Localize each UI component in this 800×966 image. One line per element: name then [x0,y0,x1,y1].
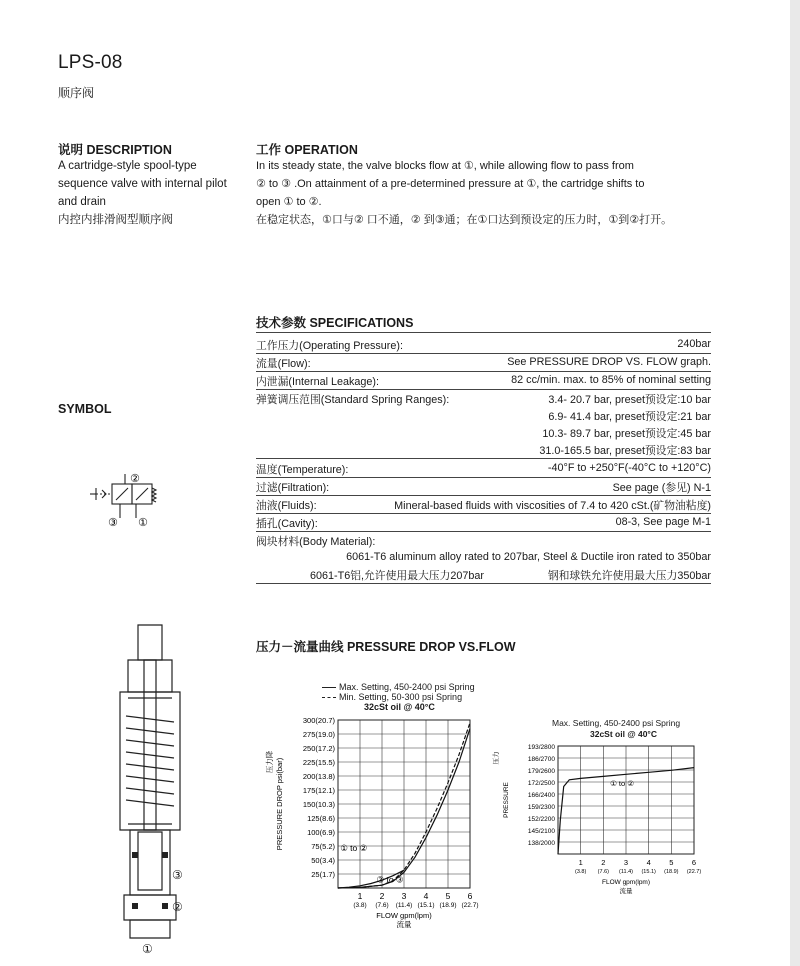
y-tick-label: 75(5.2) [311,842,335,851]
spec-row-spring-3 [256,424,711,441]
y-tick-label: 193/2800 [527,744,555,751]
description-line: A cartridge-style spool-type [58,160,197,172]
section-port-2-label: ② [172,900,183,914]
y-tick-label: 125(8.6) [307,814,335,823]
seal-section [124,895,176,920]
symbol-port-1: ① [138,517,148,529]
y-tick-label: 172/2500 [527,780,555,787]
x-tick-label: 6 [467,891,473,901]
port-3-hole [132,852,138,858]
spec-value: 31.0-165.5 bar, preset预设定:83 bar [539,445,711,457]
x-tick-lpm-label: (3.8) [353,902,367,909]
cartridge-section-drawing [100,620,200,960]
model-title: LPS-08 [58,52,123,73]
y-tick-label: 145/2100 [527,828,555,835]
graph-heading: 压力－流量曲线 PRESSURE DROP VS.FLOW [256,640,516,654]
port-2-hole-right [162,903,168,909]
pressure-chart-2 [490,740,710,895]
symbol-spring [152,488,156,502]
y-tick-label: 25(1.7) [311,870,335,879]
port-2-hole [132,903,138,909]
description-line: and drain [58,196,106,208]
description-heading: 说明 DESCRIPTION [58,143,172,157]
x-tick-lpm-label: (11.4) [395,902,413,909]
spec-value: 82 cc/min. max. to 85% of nominal setting [511,374,711,386]
spec-label: 温度(Temperature): [256,464,349,476]
lock-nut [128,660,172,692]
y-tick-label: 250(17.2) [302,744,335,753]
spec-label: 弹簧调压范围(Standard Spring Ranges): [256,394,450,406]
y-tick-label: 275(19.0) [302,730,335,739]
symbol-port-2: ② [130,473,140,485]
adjust-stem [138,625,162,660]
description-line: sequence valve with internal pilot [58,178,227,190]
legend-dashed-swatch [322,697,336,698]
chart2-legend: Max. Setting, 450-2400 psi Spring [552,718,681,728]
spec-row-body-3 [256,566,711,584]
flow-path-annotation: ① to ② [340,843,368,854]
spec-value: 6061-T6 aluminum alloy rated to 207bar, Steel & Ductile iron rated to 350bar [346,551,711,563]
x-tick-label: 6 [691,858,697,867]
spec-label: 油液(Fluids): [256,500,317,512]
spec-row-spring [256,390,711,407]
x-tick-label: 5 [669,858,674,867]
spec-value: -40°F to +250°F(-40°C to +120°C) [547,462,711,474]
x-tick-lpm-label: (22.7) [686,869,702,875]
pilot-rod [144,660,156,830]
x-tick-label: 1 [578,858,583,867]
spec-row-filtration [256,478,711,496]
x-tick-label: 3 [401,891,407,901]
operation-line: open ① to ②. [256,196,322,208]
x-tick-label: 4 [423,891,429,901]
spec-label: 工作压力(Operating Pressure): [256,340,403,352]
spec-value: 3.4- 20.7 bar, preset预设定:10 bar [548,394,711,406]
cartridge-body [130,830,170,895]
operation-line: In its steady state, the valve blocks flow at ①, while allowing flow to pass from [256,160,634,172]
symbol-port-3: ③ [108,517,118,529]
x-tick-lpm-label: (11.4) [619,869,633,875]
spec-label: 流量(Flow): [256,358,311,370]
spec-value: See page (参见) N-1 [612,482,711,494]
x-tick-lpm-label: (3.8) [575,869,587,875]
x-tick-label: 5 [445,891,451,901]
operation-heading: 工作 OPERATION [256,143,358,157]
legend-label: Max. Setting, 450-2400 psi Spring [339,682,475,692]
x-tick-label: 1 [357,891,363,901]
spec-row-body-2 [256,549,711,566]
operation-line: 在稳定状态，①口与② 口不通，② 到③通；在①口达到预设定的压力时，①到②打开。 [256,214,673,226]
spec-value: 240bar [677,338,711,350]
symbol-arrow-right [136,488,148,500]
x-tick-lpm-label: (18.9) [439,902,457,909]
x-tick-label: 3 [623,858,629,867]
y-tick-label: 138/2000 [527,840,555,847]
symbol-arrow-left [116,488,128,500]
y-tick-label: 179/2600 [527,768,555,775]
y-axis-label-cn: 压力降 [265,750,274,774]
spec-value: 08-3, See page M-1 [615,516,711,528]
x-axis-label: FLOW gpm(lpm) [376,911,432,920]
y-axis-label: PRESSURE DROP psi(bar) [275,757,284,851]
chart1-title: 32cSt oil @ 40°C [364,702,435,712]
y-tick-label: 175(12.1) [302,786,335,795]
y-axis-label-cn: 压力 [493,751,500,765]
flow-path-annotation: ① to ② [610,778,635,788]
legend-item-max [322,682,502,692]
x-tick-label: 4 [646,858,651,867]
nose [130,920,170,938]
spec-label: 内泄漏(Internal Leakage): [256,376,380,388]
x-tick-label: 2 [379,891,385,901]
y-tick-label: 166/2400 [527,792,555,799]
section-port-3-label: ③ [172,868,183,882]
y-tick-label: 100(6.9) [307,828,335,837]
spec-row-spring-2 [256,407,711,424]
symbol-heading: SYMBOL [58,402,112,416]
spec-value: 10.3- 89.7 bar, preset预设定:45 bar [542,428,711,440]
x-tick-lpm-label: (22.7) [461,902,479,909]
port-3-hole-right [162,852,168,858]
x-tick-label: 2 [601,858,606,867]
spec-label: 插孔(Cavity): [256,518,318,530]
y-tick-label: 159/2300 [527,804,555,811]
spec-row-operating-pressure [256,336,711,354]
spec-row-leakage [256,372,711,390]
spec-value: 6061-T6铝,允许使用最大压力207bar [310,570,485,582]
spool [138,832,162,890]
page-edge-strip [790,0,800,966]
spec-row-temperature [256,460,711,478]
y-tick-label: 225(15.5) [302,758,335,767]
spec-value: 6.9- 41.4 bar, preset预设定:21 bar [548,411,711,423]
specifications-heading: 技术参数 SPECIFICATIONS [256,316,414,330]
spring-housing [120,692,180,830]
x-axis-label-cn: 流量 [619,888,633,895]
legend-item-min [322,692,502,702]
operation-line: ② to ③ .On attainment of a pre-determined pressure at ①, the cartridge shifts to [256,178,645,190]
x-axis-label: FLOW gpm(lpm) [601,879,651,886]
y-tick-label: 152/2200 [527,816,555,823]
spec-top-rule [256,332,711,333]
spec-label: 阀块材料(Body Material): [256,536,376,548]
x-tick-lpm-label: (15.1) [417,902,435,909]
spec-value: 钢和球铁允许使用最大压力350bar [547,570,711,582]
spec-row-spring-4 [256,441,711,459]
model-subtitle: 顺序阀 [58,86,95,100]
description-text [58,157,243,229]
y-tick-label: 150(10.3) [302,800,335,809]
legend-solid-swatch [322,687,336,688]
y-tick-label: 50(3.4) [311,856,335,865]
flow-path-annotation: ② to ③ [376,874,404,885]
x-tick-lpm-label: (7.6) [597,869,609,875]
chart2-title: 32cSt oil @ 40°C [590,729,657,739]
x-axis-label-cn: 流量 [396,920,412,929]
section-port-1-label: ① [142,942,153,956]
y-axis-label: PRESSURE [503,782,510,818]
x-tick-lpm-label: (15.1) [641,869,656,875]
spec-row-cavity [256,514,711,532]
spec-row-flow [256,354,711,372]
y-tick-label: 300(20.7) [302,716,335,725]
spec-row-body [256,532,711,549]
operation-text [256,157,716,229]
spec-value: See PRESSURE DROP VS. FLOW graph. [507,356,711,368]
x-tick-lpm-label: (18.9) [664,869,679,875]
pressure-drop-chart-1 [258,716,488,946]
y-tick-label: 200(13.8) [302,772,335,781]
spec-label: 过滤(Filtration): [256,482,330,494]
legend-label: Min. Setting, 50-300 psi Spring [339,692,463,702]
spec-row-fluids [256,496,711,514]
valve-symbol [90,468,180,532]
chart1-legend [322,682,502,712]
y-tick-label: 186/2700 [527,756,555,763]
description-line: 内控内排滑阀型顺序阀 [58,214,173,226]
x-tick-lpm-label: (7.6) [375,902,389,909]
spec-value: Mineral-based fluids with viscosities of 7.4 to 420 cSt.(矿物油粘度) [394,500,711,512]
spring-coils [126,716,174,806]
